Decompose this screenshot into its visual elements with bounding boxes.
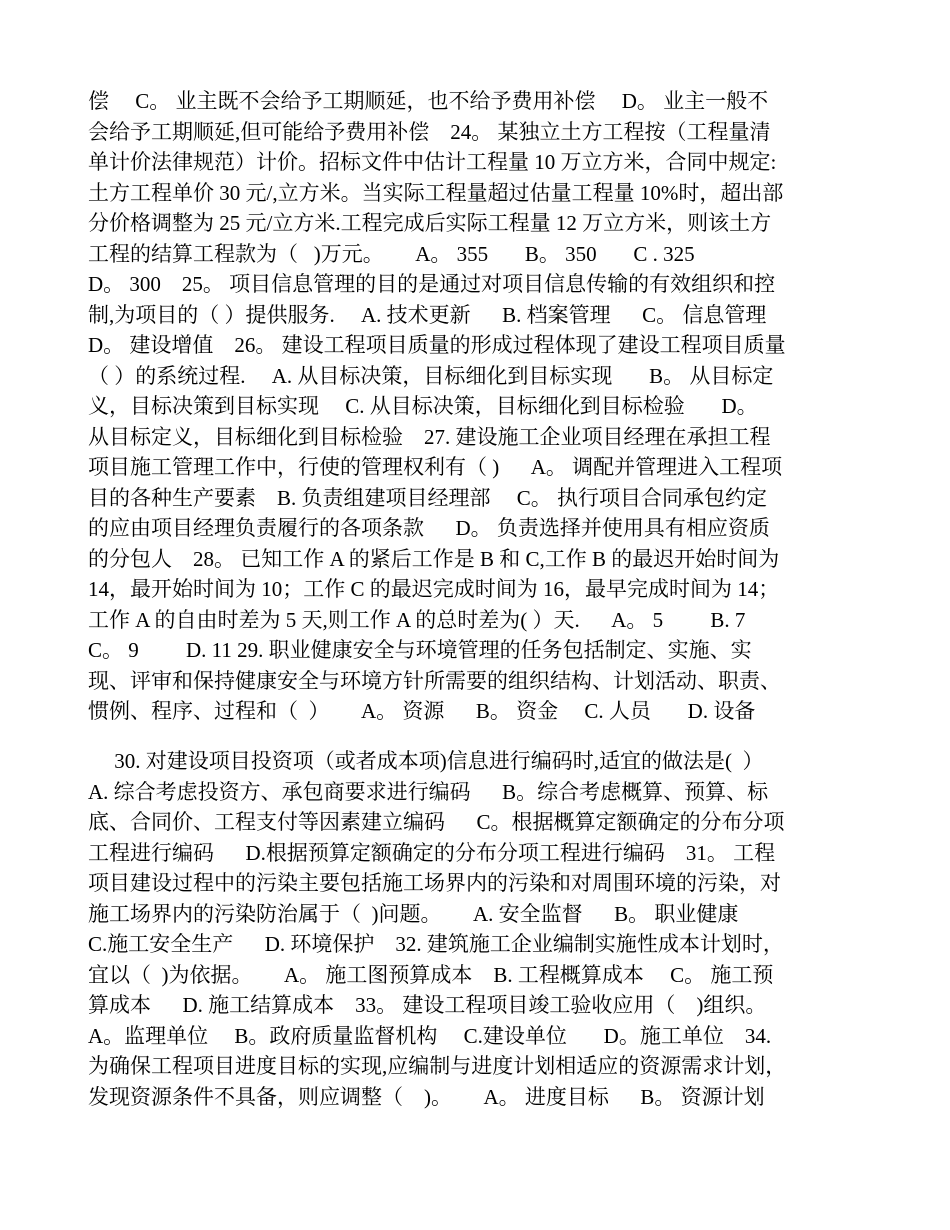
text-line: 义，目标决策到目标实现 C. 从目标决策，目标细化到目标检验 D。 [88,394,758,418]
text-line: C。 9 D. 11 29. 职业健康安全与环境管理的任务包括制定、实施、实 [88,638,752,662]
exam-paragraph-2 [88,746,868,1112]
text-line: 的分包人 28。 已知工作 A 的紧后工作是 B 和 C,工作 B 的最迟开始时间为 [88,546,780,571]
text-line: 单计价法律规范）计价。招标文件中估计工程量 10 万立方米，合同中规定: [88,150,777,174]
text-line: 项目建设过程中的污染主要包括施工场界内的污染和对周围环境的污染，对 [88,871,781,895]
text-line: 14，最开始时间为 10；工作 C 的最迟完成时间为 16，最早完成时间为 14； [88,577,780,601]
text-line: D。 300 25。 项目信息管理的目的是通过对项目信息传输的有效组织和控 [88,272,776,296]
text-line: 土方工程单价 30 元/,立方米。当实际工程量超过估量工程量 10%时，超出部 [88,180,784,205]
text-line: 偿 C。 业主既不会给予工期顺延，也不给予费用补偿 D。 业主一般不 [88,89,769,113]
text-line: A. 综合考虑投资方、承包商要求进行编码 B。综合考虑概算、预算、标 [88,779,769,804]
text-line: 项目施工管理工作中，行使的管理权利有（ ) A。 调配并管理进入工程项 [88,455,783,479]
exam-paragraph-1 [88,86,868,727]
text-line: 工程进行编码 D.根据预算定额确定的分布分项工程进行编码 31。 工程 [88,840,776,865]
text-line: 制,为项目的（ ）提供服务. A. 技术更新 B. 档案管理 C。 信息管理 [88,302,767,327]
text-line: 宜以（ )为依据。 A。 施工图预算成本 B. 工程概算成本 C。 施工预 [88,962,774,987]
text-line: 从目标定义，目标细化到目标检验 27. 建设施工企业项目经理在承担工程 [88,424,771,449]
text-line: 工作 A 的自由时差为 5 天,则工作 A 的总时差为( ）天. A。 5 B. 7 [88,607,746,632]
text-line: 底、合同价、工程支付等因素建立编码 C。根据概算定额确定的分布分项 [88,810,785,834]
text-line: 惯例、程序、过程和（ ） A。 资源 B。 资金 C. 人员 D. 设备 [88,699,756,723]
text-line: 工程的结算工程款为（ )万元。 A。 355 B。 350 C . 325 [88,241,695,266]
text-line: 施工场界内的污染防治属于（ )问题。 A. 安全监督 B。 职业健康 [88,901,739,926]
text-line: （ ）的系统过程. A. 从目标决策，目标细化到目标实现 B。 从目标定 [88,363,774,388]
text-line: C.施工安全生产 D. 环境保护 32. 建筑施工企业编制实施性成本计划时， [88,932,784,956]
text-line: 30. 对建设项目投资项（或者成本项)信息进行编码时,适宜的做法是( ） [88,749,764,773]
text-line: 发现资源条件不具备，则应调整（ )。 A。 进度目标 B。 资源计划 [88,1084,765,1109]
text-line: 算成本 D. 施工结算成本 33。 建设工程项目竣工验收应用（ )组织。 [88,993,767,1017]
text-line: 会给予工期顺延,但可能给予费用补偿 24。 某独立土方工程按（工程量清 [88,119,771,144]
text-line: D。 建设增值 26。 建设工程项目质量的形成过程体现了建设工程项目质量 [88,333,786,357]
text-line: 目的各种生产要素 B. 负责组建项目经理部 C。 执行项目合同承包约定 [88,485,768,510]
text-line: 现、评审和保持健康安全与环境方针所需要的组织结构、计划活动、职责、 [88,668,781,693]
text-line: 为确保工程项目进度目标的实现,应编制与进度计划相适应的资源需求计划， [88,1054,787,1078]
text-line: 的应由项目经理负责履行的各项条款 D。 负责选择并使用具有相应资质 [88,516,770,540]
text-line: 分价格调整为 25 元/立方米.工程完成后实际工程量 12 万立方米，则该土方 [88,211,772,235]
text-line: A。监理单位 B。政府质量监督机构 C.建设单位 D。施工单位 34. [88,1023,772,1048]
